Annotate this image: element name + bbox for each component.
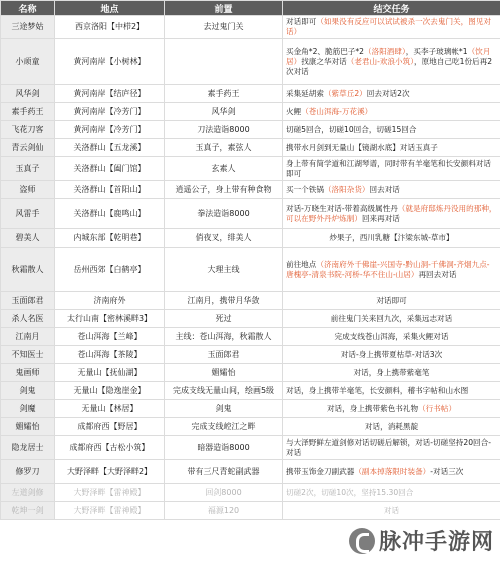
cell-name: 碧美人	[1, 229, 55, 248]
cell-location: 无量山【抚仙湖】	[55, 364, 165, 382]
table-row	[1, 85, 500, 103]
cell-location: 黄河南岸【结庐径】	[55, 85, 165, 103]
cell-name: 飞花刀客	[1, 121, 55, 139]
cell-task: 前往鬼门关来回九次，采集远志对话	[283, 310, 500, 328]
cell-task: 对话，身上携带紫色书礼物（行书帖）	[283, 400, 500, 418]
cell-location: 关洛群山【鹿鸣山】	[55, 199, 165, 229]
cell-name: 修罗刀	[1, 460, 55, 484]
cell-location: 关洛群山【五龙溪】	[55, 139, 165, 157]
cell-prereq: 大理主线	[165, 248, 283, 292]
header-location: 地点	[55, 1, 165, 16]
cell-prereq: 暗器造诣8000	[165, 436, 283, 460]
cell-location: 大野泽畔【雷神殿】	[55, 502, 165, 520]
table-row	[1, 157, 500, 181]
cell-name: 杀人名医	[1, 310, 55, 328]
cell-task: 切磋2次，切磋10次，坚持15.30回合	[283, 484, 500, 502]
cell-name: 秋霜散人	[1, 248, 55, 292]
table-row	[1, 364, 500, 382]
cell-task: 携带玉饰金刀副武器（副本掉落限时装备）-对话三次	[283, 460, 500, 484]
cell-location: 黄河南岸【小树林】	[55, 39, 165, 85]
cell-task: 对话	[283, 502, 500, 520]
cell-location: 内城东部【乾明巷】	[55, 229, 165, 248]
cell-location: 大野泽畔【大野泽畔2】	[55, 460, 165, 484]
header-prereq: 前置	[165, 1, 283, 16]
cell-task: 与大泽野鲜左道剑修对话切磋后解锁，对话-切磋坚持20回合-对话	[283, 436, 500, 460]
cell-task: 对话，消耗黑靛	[283, 418, 500, 436]
cell-task: 对话即可	[283, 292, 500, 310]
cell-prereq: 回剑8000	[165, 484, 283, 502]
cell-task: 身上带有简学道和江湖琴谱，同时带有羊毫笔和长安颜料对话即可	[283, 157, 500, 181]
cell-task: 对话-身上携带夏枯草-对话3次	[283, 346, 500, 364]
cell-prereq: 刀法造诣8000	[165, 121, 283, 139]
cell-prereq: 俏夜叉，绯美人	[165, 229, 283, 248]
cell-location: 关洛群山【首阳山】	[55, 181, 165, 199]
cell-prereq: 主线：苍山洱海，秋霜散人	[165, 328, 283, 346]
table-row	[1, 292, 500, 310]
cell-name: 风雷手	[1, 199, 55, 229]
cell-prereq: 玉真子，素弦人	[165, 139, 283, 157]
cell-name: 乾坤一剑	[1, 502, 55, 520]
cell-name: 媚孀怡	[1, 418, 55, 436]
cell-task: 切磋5回合，切磋10回合，切磋15回合	[283, 121, 500, 139]
cell-task: 完成支线苍山洱海，采集火鲤对话	[283, 328, 500, 346]
cell-location: 苍山洱海【兰峰】	[55, 328, 165, 346]
cell-location: 黄河南岸【冷芳门】	[55, 121, 165, 139]
table-row	[1, 484, 500, 502]
cell-name: 玉面郎君	[1, 292, 55, 310]
cell-location: 黄河南岸【冷芳门】	[55, 103, 165, 121]
table-row	[1, 418, 500, 436]
table-row	[1, 502, 500, 520]
cell-name: 不知医士	[1, 346, 55, 364]
cell-prereq: 带有三尺青蛇副武器	[165, 460, 283, 484]
cell-prereq: 去过鬼门关	[165, 16, 283, 39]
cell-task: 前往地点（济南府外千佛崖-兴国寺-黔山洞-千佛洞-齐烟九点-唐槐亭-清泉书院-河桥-华不住山-山居）再回去对话	[283, 248, 500, 292]
table-row	[1, 382, 500, 400]
cell-name: 江南月	[1, 328, 55, 346]
cell-location: 苍山洱海【茶陵】	[55, 346, 165, 364]
table-row	[1, 139, 500, 157]
watermark	[349, 525, 494, 556]
cell-prereq: 死过	[165, 310, 283, 328]
cell-task: 火鲤（苍山洱海-万花溪）	[283, 103, 500, 121]
cell-prereq: 玄素人	[165, 157, 283, 181]
cell-name: 小顽童	[1, 39, 55, 85]
header-name: 名称	[1, 1, 55, 16]
cell-prereq: 剑鬼	[165, 400, 283, 418]
cell-location: 无量山【隐逸崖金】	[55, 382, 165, 400]
table-row	[1, 460, 500, 484]
cell-task: 采集延胡索（紫草丘2）回去对话2次	[283, 85, 500, 103]
cell-name: 玉真子	[1, 157, 55, 181]
cell-task: 买一个铁锅（洛阳杂货）回去对话	[283, 181, 500, 199]
cell-name: 隐龙居士	[1, 436, 55, 460]
cell-location: 无量山【林居】	[55, 400, 165, 418]
table-row	[1, 436, 500, 460]
table-row	[1, 199, 500, 229]
cell-prereq: 风华剑	[165, 103, 283, 121]
cell-task: 买金角*2、脆筋巴子*2（洛阳酒肆），买李子玻璃帐*1（饮月居）找康之华对话（老君山-欢浪小筑），原地自己吃1份后再2次对话	[283, 39, 500, 85]
site-logo-icon	[349, 528, 375, 554]
table-row	[1, 39, 500, 85]
cell-location: 西京洛阳【中栉2】	[55, 16, 165, 39]
table-row	[1, 400, 500, 418]
cell-task: 携带水月剑到无量山【镜湖水底】对话玉真子	[283, 139, 500, 157]
table-row	[1, 121, 500, 139]
cell-prereq: 完成支线崆江之畔	[165, 418, 283, 436]
cell-name: 左道剑修	[1, 484, 55, 502]
cell-prereq	[165, 39, 283, 85]
cell-prereq: 逍遥公子，身上带有种食物	[165, 181, 283, 199]
watermark-text: 脉冲手游网	[378, 530, 494, 555]
cell-location: 成都府西【古松小筑】	[55, 436, 165, 460]
cell-prereq: 江南月，携带月华敛	[165, 292, 283, 310]
cell-location: 成都府西【野居】	[55, 418, 165, 436]
table-row	[1, 328, 500, 346]
cell-name: 素手药王	[1, 103, 55, 121]
cell-prereq: 玉面郎君	[165, 346, 283, 364]
header-task: 结交任务	[283, 1, 500, 16]
cell-task: 对话-万晓生对话-带着高级属性丹（就是府邸炼丹没用的那种，可以在野外丹炉炼制）回来再对话	[283, 199, 500, 229]
table-header-row	[1, 1, 500, 16]
table-row	[1, 16, 500, 39]
cell-location: 太行山南【密林溪畔3】	[55, 310, 165, 328]
table-row	[1, 248, 500, 292]
cell-task: 炒果子，西川乳糖【汴梁东城-草市】	[283, 229, 500, 248]
table-row	[1, 103, 500, 121]
cell-task: 对话，身上携带紫毫笔	[283, 364, 500, 382]
cell-prereq: 拳法造诣8000	[165, 199, 283, 229]
cell-name: 剑鬼	[1, 382, 55, 400]
cell-name: 剑魔	[1, 400, 55, 418]
cell-prereq: 完成支线无量山间，绘画5级	[165, 382, 283, 400]
table-row	[1, 229, 500, 248]
cell-location: 岳州西郊【白鹤亭】	[55, 248, 165, 292]
cell-prereq: 素手药王	[165, 85, 283, 103]
cell-name: 三途梦姑	[1, 16, 55, 39]
cell-name: 青云剑仙	[1, 139, 55, 157]
table-row	[1, 346, 500, 364]
cell-prereq: 媚孀怡	[165, 364, 283, 382]
cell-location: 关洛群山【阖门馆】	[55, 157, 165, 181]
cell-location: 大野泽畔【雷神殿】	[55, 484, 165, 502]
cell-prereq: 福源120	[165, 502, 283, 520]
cell-task: 对话，身上携带羊毫笔，长安颜料，稽书字帖和山水图	[283, 382, 500, 400]
cell-location: 济南府外	[55, 292, 165, 310]
cell-task: 对话即可（如果没有反应可以试试被杀一次去鬼门关，图见对话）	[283, 16, 500, 39]
cell-name: 鬼画师	[1, 364, 55, 382]
cell-name: 盗师	[1, 181, 55, 199]
table-row	[1, 310, 500, 328]
cell-name: 风华剑	[1, 85, 55, 103]
table-row	[1, 181, 500, 199]
